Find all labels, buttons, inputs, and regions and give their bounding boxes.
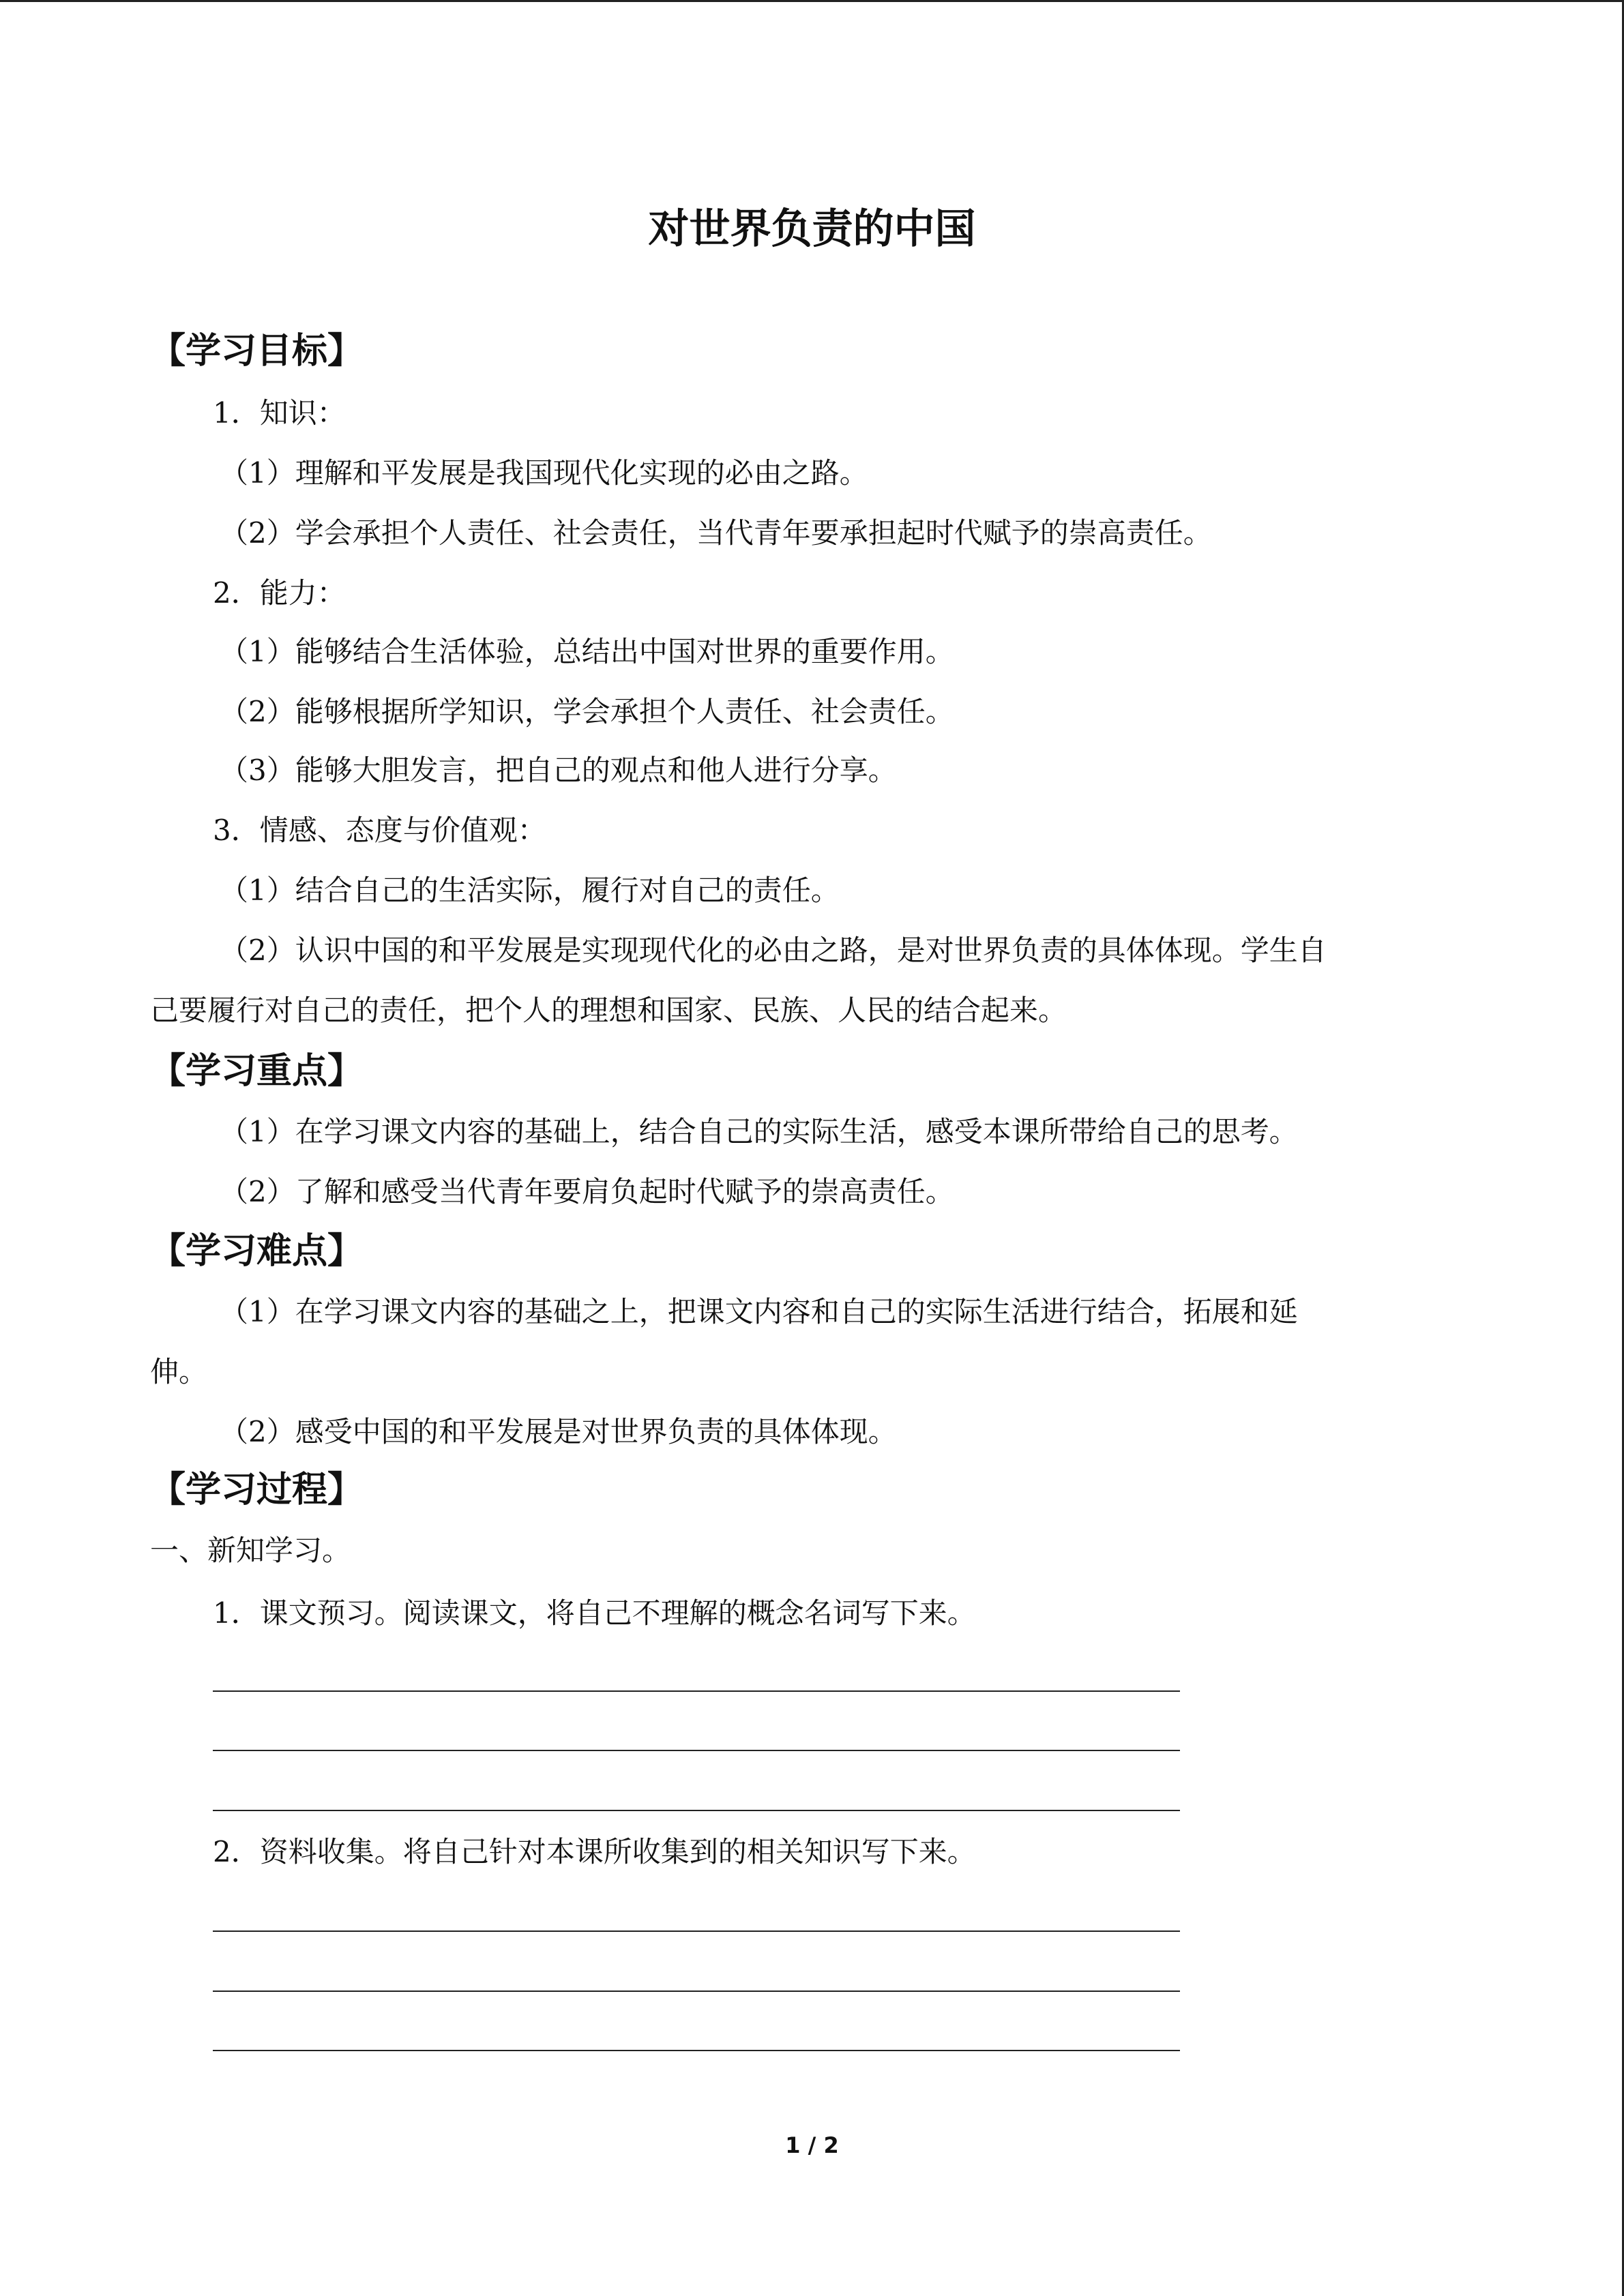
heading-key-points: 【学习重点】 [150, 1051, 364, 1092]
answer-line[interactable] [213, 1930, 1180, 1932]
heading-objectives: 【学习目标】 [150, 331, 364, 372]
process-task-2: 2．资料收集。将自己针对本课所收集到的相关知识写下来。 [213, 1835, 976, 1868]
page-number: 1 / 2 [785, 2132, 839, 2158]
process-task-1: 1．课文预习。阅读课文，将自己不理解的概念名词写下来。 [213, 1596, 976, 1630]
values-item-2-line-1: （2）认识中国的和平发展是实现现代化的必由之路，是对世界负责的具体体现。学生自 [220, 934, 1327, 967]
answer-line[interactable] [213, 1690, 1180, 1692]
knowledge-item-2: （2）学会承担个人责任、社会责任，当代青年要承担起时代赋予的崇高责任。 [220, 516, 1212, 550]
values-item-1: （1）结合自己的生活实际，履行对自己的责任。 [220, 874, 840, 907]
ability-item-2: （2）能够根据所学知识，学会承担个人责任、社会责任。 [220, 695, 954, 728]
key-point-1: （1）在学习课文内容的基础上，结合自己的实际生活，感受本课所带给自己的思考。 [220, 1115, 1298, 1148]
heading-process: 【学习过程】 [150, 1470, 364, 1510]
difficulty-1-line-1: （1）在学习课文内容的基础之上，把课文内容和自己的实际生活进行结合，拓展和延 [220, 1295, 1298, 1328]
values-item-2-line-2: 己要履行对自己的责任，把个人的理想和国家、民族、人民的结合起来。 [150, 994, 1067, 1027]
page-border-top [0, 0, 1624, 2]
difficulty-1-line-2: 伸。 [150, 1355, 208, 1388]
ability-item-1: （1）能够结合生活体验，总结出中国对世界的重要作用。 [220, 635, 954, 668]
difficulty-2: （2）感受中国的和平发展是对世界负责的具体体现。 [220, 1415, 897, 1448]
values-label: 3．情感、态度与价值观： [213, 814, 546, 847]
answer-line[interactable] [213, 2050, 1180, 2051]
page-title: 对世界负责的中国 [648, 205, 976, 253]
answer-line[interactable] [213, 1750, 1180, 1751]
answer-line[interactable] [213, 1810, 1180, 1811]
knowledge-item-1: （1）理解和平发展是我国现代化实现的必由之路。 [220, 456, 868, 490]
heading-difficulties: 【学习难点】 [150, 1231, 364, 1272]
key-point-2: （2）了解和感受当代青年要肩负起时代赋予的崇高责任。 [220, 1175, 954, 1208]
process-section-1: 一、新知学习。 [150, 1534, 351, 1567]
knowledge-label: 1．知识： [213, 396, 346, 430]
answer-line[interactable] [213, 1991, 1180, 1992]
ability-label: 2．能力： [213, 576, 346, 610]
ability-item-3: （3）能够大胆发言，把自己的观点和他人进行分享。 [220, 754, 897, 787]
